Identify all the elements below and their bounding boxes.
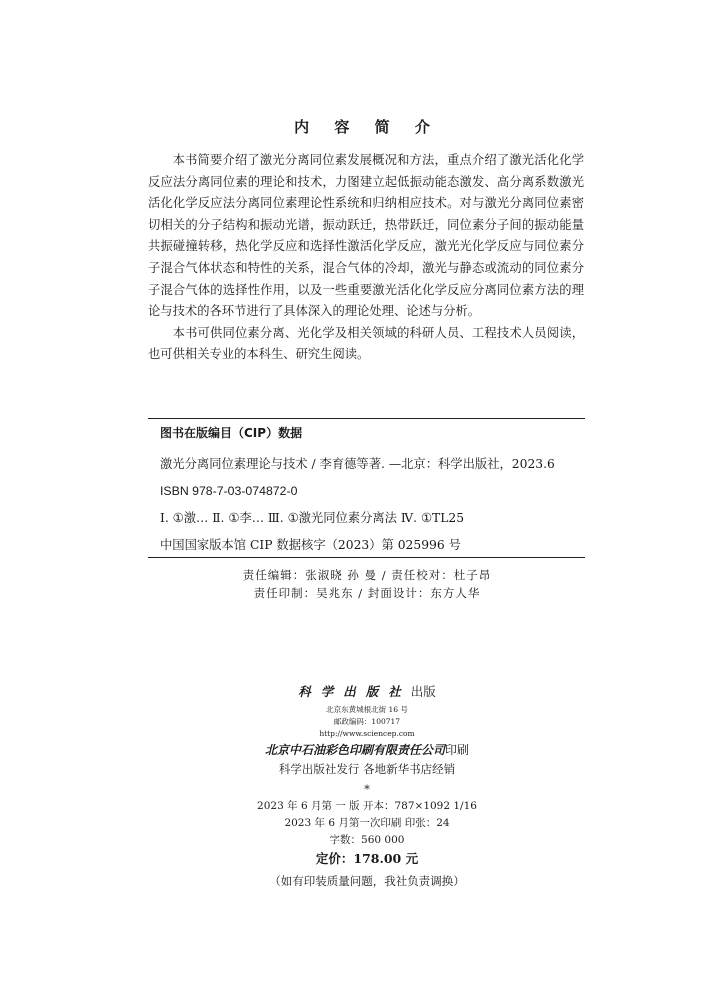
price-line: 定价：178.00 元 [315, 851, 419, 866]
intro-paragraph: 本书可供同位素分离、光化学及相关领域的科研人员、工程技术人员阅读，也可供相关专业的本科生、研究生阅读。 [148, 325, 584, 362]
page-title: 内 容 简 介 [294, 118, 440, 136]
cip-verification: 中国国家版本馆 CIP 数据核字（2023）第 025996 号 [160, 538, 461, 552]
distribution-line: 科学出版社发行 各地新华书店经销 [278, 762, 456, 776]
separator-star: * [364, 782, 370, 796]
cip-isbn: ISBN 978-7-03-074872-0 [160, 484, 298, 498]
intro-section [148, 150, 584, 366]
edition-line: 2023 年 6 月第 一 版 开本：787×1092 1/16 [257, 800, 477, 812]
cip-title-line: 激光分离同位素理论与技术 / 李育德等著. —北京：科学出版社，2023.6 [160, 457, 555, 471]
publisher-postcode: 邮政编码：100717 [333, 717, 401, 726]
intro-paragraph: 本书简要介绍了激光分离同位素发展概况和方法，重点介绍了激光活化化学反应法分离同位素的理论和技术，力图建立起低振动能态激发、高分离系数激光活化化学反应法分离同位素理论性系统和归纳相应技术。对与激光分离同位素密切相关的分子结构和振动光谱，振动跃迁，热带跃迁，同位素分子间的振动能量共振碰撞转移，热化学反应和选择性激活化学反应，激光光化学反应与同位素分子混合气体状态和特性的关系，混合气体的冷却，激光与静态或流动的同位素分子混合气体的选择性作用，以及一些重要激光活化化学反应分离同位素方法的理论与技术的各环节进行了具体深入的理论处理、论述与分析。 [148, 153, 584, 319]
cip-bottom-rule [148, 557, 585, 558]
printing-line: 2023 年 6 月第一次印刷 印张：24 [284, 817, 450, 829]
cip-heading: 图书在版编目（CIP）数据 [160, 426, 303, 440]
publisher-address: 北京东黄城根北街 16 号 [326, 705, 408, 714]
cip-classification: Ⅰ. ①激… Ⅱ. ①李… Ⅲ. ①激光同位素分离法 Ⅳ. ①TL25 [160, 511, 465, 525]
printer-line [0, 742, 720, 758]
production-line: 责任印制：吴兆东 / 封面设计：东方人华 [253, 586, 481, 600]
wordcount-line: 字数：560 000 [329, 834, 405, 846]
publisher-suffix: 出版 [410, 684, 436, 699]
publisher-logo-text: 科学出版社 [298, 684, 411, 699]
publisher-name [0, 683, 720, 701]
printer-name: 北京中石油彩色印刷有限责任公司 [264, 743, 445, 757]
editors-line: 责任编辑：张淑晓 孙 曼 / 责任校对：杜子昂 [242, 568, 492, 582]
publisher-url: http://www.sciencep.com [319, 729, 415, 738]
cip-top-rule [148, 418, 585, 419]
notice-line: （如有印装质量问题，我社负责调换） [269, 874, 465, 888]
printer-suffix: 印刷 [445, 743, 470, 757]
